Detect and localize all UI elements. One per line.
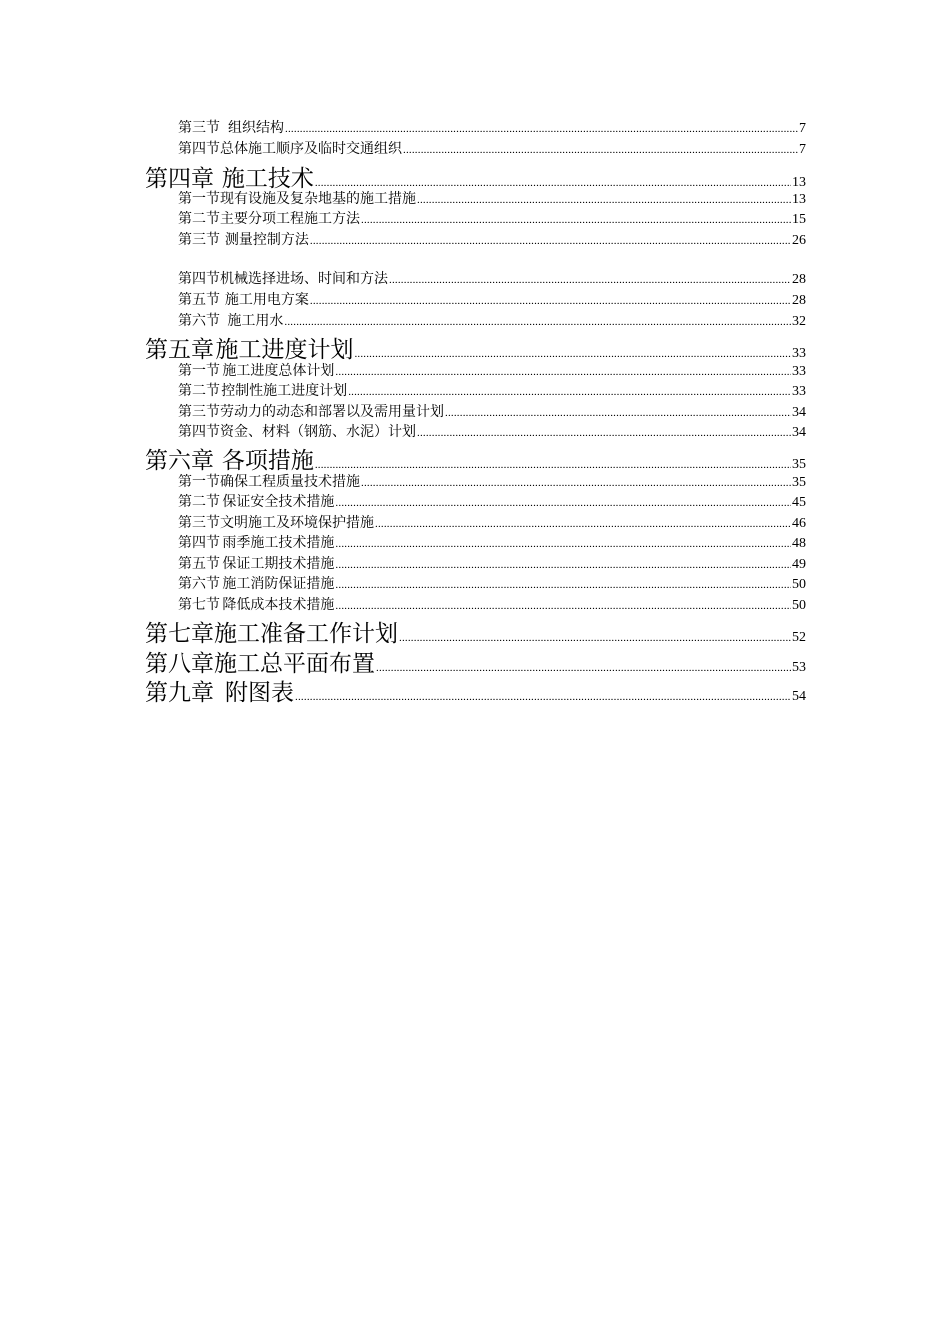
toc-leader-dots xyxy=(335,559,791,571)
toc-page-number: 34 xyxy=(792,405,806,420)
toc-section-entry[interactable] xyxy=(178,138,806,158)
toc-leader-dots xyxy=(335,497,791,509)
toc-entry-title: 现有设施及复杂地基的施工措施 xyxy=(220,191,416,207)
toc-entry-label: 第七节 xyxy=(178,597,220,613)
toc-page-number: 13 xyxy=(792,192,806,207)
toc-entry-title: 资金、材料（钢筋、水泥）计划 xyxy=(220,424,416,440)
toc-section-entry[interactable] xyxy=(178,310,806,330)
toc-leader-dots xyxy=(354,348,791,360)
toc-entry-title: 保证工期技术措施 xyxy=(222,556,335,572)
toc-page-number: 7 xyxy=(799,121,806,136)
toc-entry-title: 附图表 xyxy=(225,680,295,706)
toc-section-entry[interactable] xyxy=(178,289,806,309)
toc-page-number: 45 xyxy=(792,495,806,510)
toc-page-number: 50 xyxy=(792,577,806,592)
toc-leader-dots xyxy=(361,214,791,226)
toc-entry-label: 第五节 xyxy=(178,556,220,572)
toc-section-entry[interactable] xyxy=(178,208,806,228)
toc-page-number: 48 xyxy=(792,536,806,551)
toc-chapter-entry[interactable] xyxy=(145,615,806,648)
toc-page-number: 54 xyxy=(792,689,806,704)
toc-page-number: 52 xyxy=(792,630,806,645)
toc-entry-label: 第一节 xyxy=(178,474,220,490)
toc-entry-label: 第四节 xyxy=(178,424,220,440)
toc-entry-title: 文明施工及环境保护措施 xyxy=(220,515,374,531)
toc-leader-dots xyxy=(310,295,791,307)
toc-section-entry[interactable] xyxy=(178,594,806,614)
toc-entry-label: 第二节 xyxy=(178,494,220,510)
toc-leader-dots xyxy=(335,600,791,612)
toc-leader-dots xyxy=(335,366,791,378)
toc-leader-dots xyxy=(348,386,791,398)
toc-entry-label: 第四节 xyxy=(178,141,220,157)
toc-leader-dots xyxy=(399,632,791,644)
toc-entry-label: 第二节 xyxy=(178,211,220,227)
toc-leader-dots xyxy=(417,194,791,206)
toc-section-entry[interactable] xyxy=(178,188,806,208)
toc-leader-dots xyxy=(284,316,791,328)
toc-entry-title: 施工进度总体计划 xyxy=(222,363,335,379)
toc-entry-title: 施工用电方案 xyxy=(224,292,309,308)
toc-entry-label: 第三节 xyxy=(178,404,220,420)
toc-leader-dots xyxy=(310,235,791,247)
toc-page-number: 33 xyxy=(792,384,806,399)
toc-entry-title: 施工总平面布置 xyxy=(214,651,375,677)
toc-entry-label: 第五章 xyxy=(145,337,214,363)
toc-entry-title: 降低成本技术措施 xyxy=(222,597,335,613)
toc-page-number: 34 xyxy=(792,425,806,440)
toc-page-number: 53 xyxy=(792,660,806,675)
toc-leader-dots xyxy=(335,538,791,550)
toc-page-number: 32 xyxy=(792,314,806,329)
toc-entry-label: 第四章 xyxy=(145,166,214,192)
toc-page-number: 49 xyxy=(792,557,806,572)
toc-entry-title: 各项措施 xyxy=(221,448,314,474)
toc-page-number: 35 xyxy=(792,475,806,490)
toc-section-entry[interactable] xyxy=(178,268,806,288)
toc-page-number: 15 xyxy=(792,212,806,227)
toc-leader-dots xyxy=(389,274,791,286)
toc-entry-label: 第八章 xyxy=(145,651,214,677)
toc-entry-title: 施工消防保证措施 xyxy=(222,576,335,592)
toc-entry-label: 第六节 xyxy=(178,576,220,592)
toc-entry-label: 第五节 xyxy=(178,292,220,308)
toc-page-number: 35 xyxy=(792,457,806,472)
toc-section-entry[interactable] xyxy=(178,117,806,137)
toc-section-entry[interactable] xyxy=(178,401,806,421)
toc-section-entry[interactable] xyxy=(178,553,806,573)
toc-leader-dots xyxy=(403,144,798,156)
toc-entry-label: 第三节 xyxy=(178,232,220,248)
toc-leader-dots xyxy=(445,407,791,419)
toc-page-number: 28 xyxy=(792,293,806,308)
toc-entry-title: 总体施工顺序及临时交通组织 xyxy=(220,141,402,157)
toc-leader-dots xyxy=(375,518,791,530)
toc-chapter-entry[interactable] xyxy=(145,674,806,707)
toc-entry-label: 第七章 xyxy=(145,621,214,647)
toc-entry-label: 第三节 xyxy=(178,120,220,136)
toc-entry-title: 劳动力的动态和部署以及需用量计划 xyxy=(220,404,444,420)
toc-page-number: 28 xyxy=(792,272,806,287)
toc-page-number: 33 xyxy=(792,364,806,379)
toc-leader-dots xyxy=(361,477,791,489)
toc-section-entry[interactable] xyxy=(178,421,806,441)
toc-section-entry[interactable] xyxy=(178,512,806,532)
toc-page-number: 13 xyxy=(792,175,806,190)
toc-leader-dots xyxy=(417,427,791,439)
toc-entry-title: 施工用水 xyxy=(227,313,284,329)
toc-page-number: 7 xyxy=(799,142,806,157)
toc-page-number: 33 xyxy=(792,346,806,361)
toc-entry-title: 保证安全技术措施 xyxy=(222,494,335,510)
toc-section-entry[interactable] xyxy=(178,491,806,511)
toc-entry-label: 第四节 xyxy=(178,535,220,551)
toc-entry-label: 第一节 xyxy=(178,363,220,379)
toc-entry-label: 第三节 xyxy=(178,515,220,531)
toc-page-number: 46 xyxy=(792,516,806,531)
toc-section-entry[interactable] xyxy=(178,573,806,593)
toc-page-number: 26 xyxy=(792,233,806,248)
toc-entry-label: 第二节 xyxy=(178,383,220,399)
toc-entry-title: 机械选择进场、时间和方法 xyxy=(220,271,388,287)
toc-entry-title: 主要分项工程施工方法 xyxy=(220,211,360,227)
toc-leader-dots xyxy=(335,579,791,591)
toc-entry-title: 施工进度计划 xyxy=(215,337,354,363)
toc-entry-title: 雨季施工技术措施 xyxy=(222,535,335,551)
toc-section-entry[interactable] xyxy=(178,229,806,249)
toc-section-entry[interactable] xyxy=(178,532,806,552)
toc-section-entry[interactable] xyxy=(178,360,806,380)
toc-entry-title: 施工技术 xyxy=(221,166,314,192)
toc-entry-label: 第四节 xyxy=(178,271,220,287)
toc-leader-dots xyxy=(295,691,791,703)
toc-leader-dots xyxy=(285,123,798,135)
toc-entry-label: 第一节 xyxy=(178,191,220,207)
toc-entry-title: 确保工程质量技术措施 xyxy=(220,474,360,490)
toc-entry-title: 测量控制方法 xyxy=(224,232,309,248)
toc-entry-label: 第六章 xyxy=(145,448,214,474)
toc-entry-label: 第六节 xyxy=(178,313,220,329)
toc-leader-dots xyxy=(315,459,791,471)
toc-entry-label: 第九章 xyxy=(145,680,214,706)
toc-section-entry[interactable] xyxy=(178,380,806,400)
toc-entry-title: 组织结构 xyxy=(228,120,285,136)
toc-page-number: 50 xyxy=(792,598,806,613)
toc-section-entry[interactable] xyxy=(178,471,806,491)
toc-entry-title: 施工准备工作计划 xyxy=(214,621,398,647)
toc-entry-title: 控制性施工进度计划 xyxy=(221,383,348,399)
toc-leader-dots xyxy=(376,662,791,674)
